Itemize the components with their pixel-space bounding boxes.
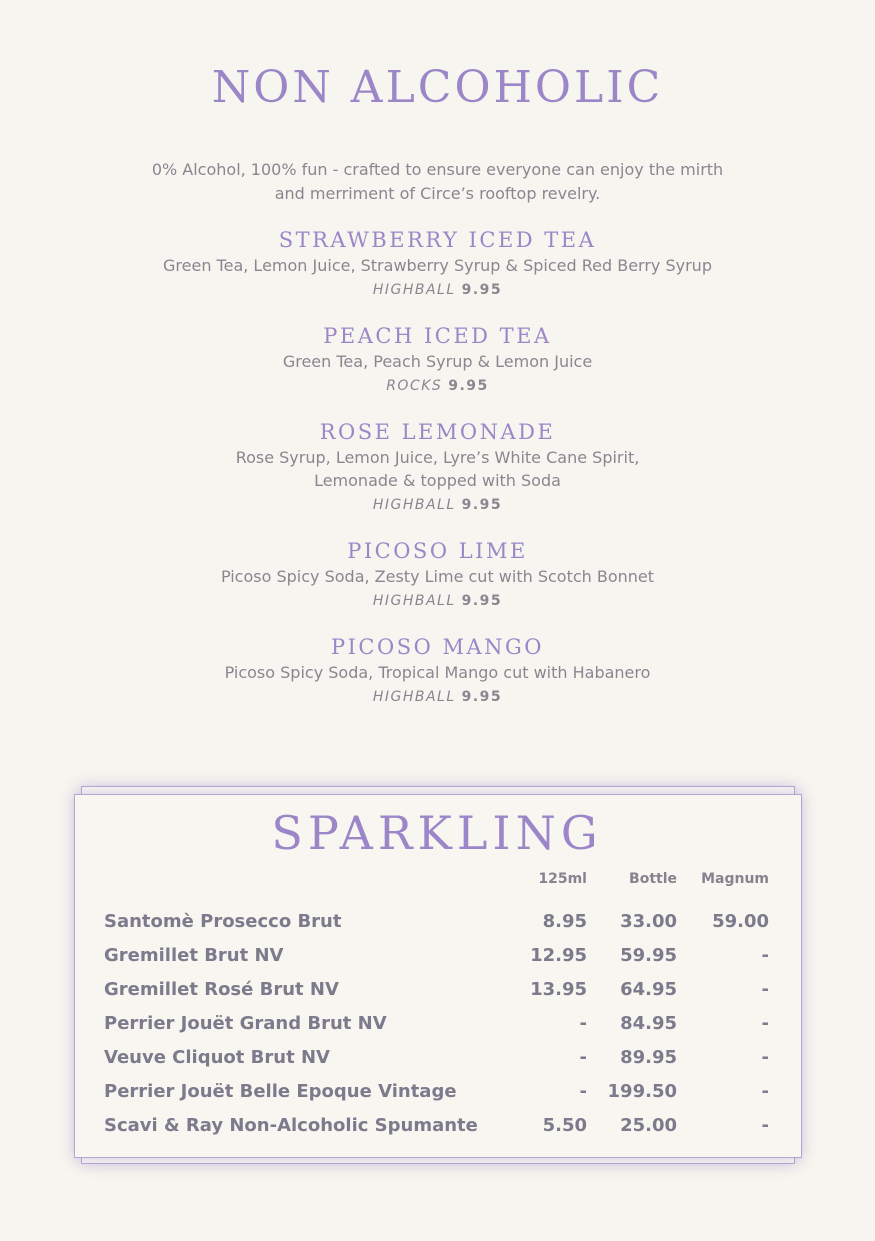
drink-description: Green Tea, Lemon Juice, Strawberry Syrup & Spiced Red Berry Syrup <box>163 256 712 275</box>
drink-price: 9.95 <box>461 689 503 705</box>
price-magnum: - <box>761 1081 769 1102</box>
drink-item <box>0 633 875 710</box>
drink-name: PEACH ICED TEA <box>323 324 552 348</box>
drink-glass: HIGHBALL <box>372 689 456 705</box>
price-125ml: 5.50 <box>542 1115 587 1136</box>
drink-description: Picoso Spicy Soda, Zesty Lime cut with Scotch Bonnet <box>220 567 655 586</box>
wine-name: Perrier Jouët Belle Epoque Vintage <box>104 1081 457 1102</box>
table-row <box>104 1041 770 1075</box>
drink-price: 9.95 <box>461 593 503 609</box>
drink-name: PICOSO MANGO <box>330 635 545 659</box>
drink-glass: HIGHBALL <box>372 497 456 513</box>
drink-item <box>0 537 875 614</box>
price-125ml: 12.95 <box>530 945 587 966</box>
drink-name: STRAWBERRY ICED TEA <box>278 228 597 252</box>
price-magnum: - <box>761 945 769 966</box>
table-row <box>104 973 770 1007</box>
drink-price-line <box>0 373 875 399</box>
drink-description: Picoso Spicy Soda, Tropical Mango cut with Habanero <box>224 663 651 682</box>
wine-name: Perrier Jouët Grand Brut NV <box>104 1013 387 1034</box>
price-magnum: - <box>761 1047 769 1068</box>
wine-name: Veuve Cliquot Brut NV <box>104 1047 330 1068</box>
drink-price-line <box>0 588 875 614</box>
drink-price: 9.95 <box>448 378 489 394</box>
wine-name: Gremillet Rosé Brut NV <box>104 979 339 1000</box>
price-magnum: - <box>761 1013 769 1034</box>
drink-list <box>0 226 875 729</box>
column-header-magnum: Magnum <box>701 871 769 887</box>
price-bottle: 199.50 <box>607 1081 677 1102</box>
drink-name: ROSE LEMONADE <box>319 420 556 444</box>
price-125ml: 13.95 <box>530 979 587 1000</box>
sparkling-title: SPARKLING <box>271 806 603 860</box>
wine-name: Gremillet Brut NV <box>104 945 284 966</box>
drink-description: Green Tea, Peach Syrup & Lemon Juice <box>282 352 593 371</box>
intro-text: 0% Alcohol, 100% fun - crafted to ensure everyone can enjoy the mirth and merriment of Circe’s rooftop revelry. <box>151 160 724 203</box>
drink-price-line <box>0 684 875 710</box>
drink-item <box>0 418 875 518</box>
wine-name: Santomè Prosecco Brut <box>104 911 342 932</box>
price-magnum: - <box>761 979 769 1000</box>
drink-item <box>0 322 875 399</box>
drink-glass: ROCKS <box>386 378 443 394</box>
page-title: NON ALCOHOLIC <box>211 62 664 113</box>
price-magnum: 59.00 <box>712 911 769 932</box>
table-row <box>104 1075 770 1109</box>
price-bottle: 33.00 <box>620 911 677 932</box>
drink-price-line <box>0 492 875 518</box>
wine-name: Scavi & Ray Non-Alcoholic Spumante <box>104 1115 478 1136</box>
table-row <box>104 1007 770 1041</box>
sparkling-card <box>74 786 800 1162</box>
drink-description: Rose Syrup, Lemon Juice, Lyre’s White Cane Spirit, Lemonade & topped with Soda <box>235 448 640 490</box>
drink-glass: HIGHBALL <box>372 282 456 298</box>
table-row <box>104 939 770 973</box>
table-row <box>104 905 770 939</box>
drink-price: 9.95 <box>461 282 503 298</box>
price-bottle: 59.95 <box>620 945 677 966</box>
price-magnum: - <box>761 1115 769 1136</box>
drink-glass: HIGHBALL <box>372 593 456 609</box>
price-bottle: 84.95 <box>620 1013 677 1034</box>
price-bottle: 89.95 <box>620 1047 677 1068</box>
price-125ml: - <box>579 1081 587 1102</box>
table-row <box>104 1109 770 1143</box>
price-125ml: 8.95 <box>542 911 587 932</box>
column-header-125ml: 125ml <box>538 871 587 887</box>
drink-price-line <box>0 277 875 303</box>
drink-name: PICOSO LIME <box>347 539 528 563</box>
price-bottle: 25.00 <box>620 1115 677 1136</box>
drink-price: 9.95 <box>461 497 503 513</box>
sparkling-content <box>74 786 800 1162</box>
drink-item <box>0 226 875 303</box>
price-125ml: - <box>579 1047 587 1068</box>
price-bottle: 64.95 <box>620 979 677 1000</box>
wine-table <box>104 905 770 1143</box>
price-125ml: - <box>579 1013 587 1034</box>
column-header-bottle: Bottle <box>629 871 677 887</box>
